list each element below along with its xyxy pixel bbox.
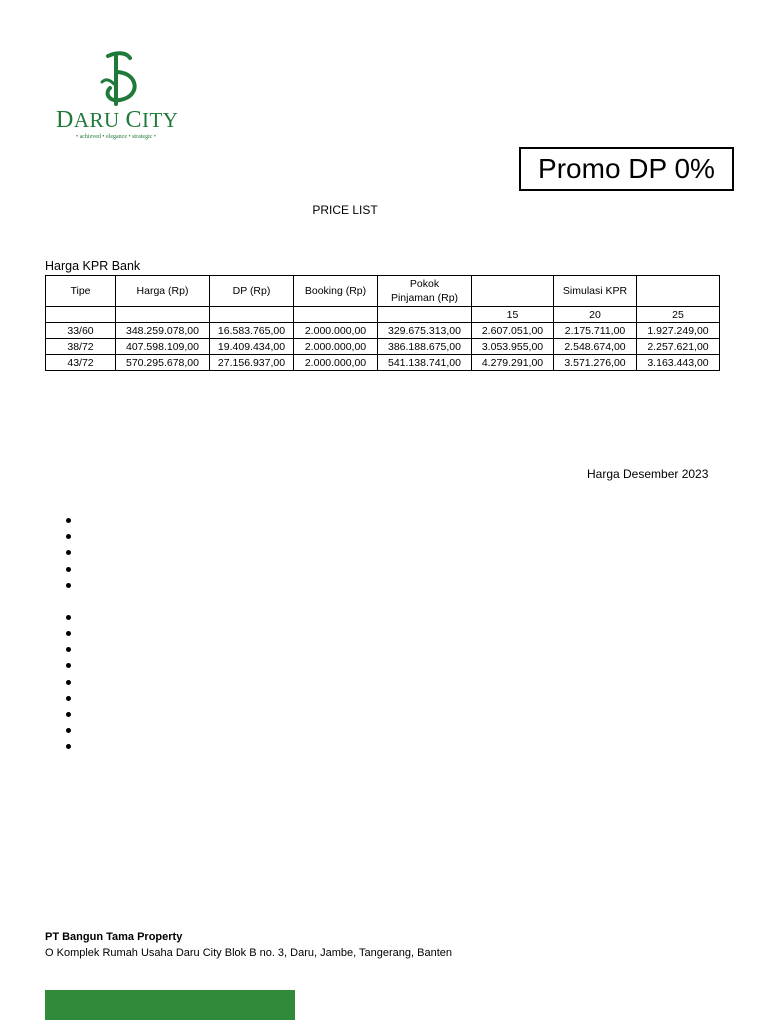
logo-wordmark: DARU CITY (56, 107, 179, 133)
cell-pokok: 386.188.675,00 (378, 339, 472, 355)
footer-green-bar (45, 990, 295, 1020)
cell-t25: 2.257.621,00 (637, 339, 720, 355)
cell-harga: 348.259.078,00 (116, 323, 210, 339)
bullet-icon (66, 518, 71, 523)
header-booking: Booking (Rp) (294, 276, 378, 307)
bullet-icon (66, 696, 71, 701)
tenor-25: 25 (637, 307, 720, 323)
cell-booking: 2.000.000,00 (294, 355, 378, 371)
cell-t15: 2.607.051,00 (472, 323, 554, 339)
table-row (46, 323, 720, 339)
header-harga: Harga (Rp) (116, 276, 210, 307)
daru-city-logo (56, 50, 179, 140)
tenor-15: 15 (472, 307, 554, 323)
cell-t25: 1.927.249,00 (637, 323, 720, 339)
cell-t20: 2.548.674,00 (554, 339, 637, 355)
header-blank (637, 276, 720, 307)
header-pokok: Pokok Pinjaman (Rp) (378, 276, 472, 307)
cell-dp: 27.156.937,00 (210, 355, 294, 371)
bullet-icon (66, 567, 71, 572)
cell-t20: 2.175.711,00 (554, 323, 637, 339)
cell-t15: 4.279.291,00 (472, 355, 554, 371)
bullet-icon (66, 534, 71, 539)
cell-tipe: 43/72 (46, 355, 116, 371)
bullet-icon (66, 583, 71, 588)
bullet-icon (66, 550, 71, 555)
cell-dp: 16.583.765,00 (210, 323, 294, 339)
bullet-icon (66, 680, 71, 685)
header-dp: DP (Rp) (210, 276, 294, 307)
tenor-row (46, 307, 720, 323)
footer-company: PT Bangun Tama Property (45, 931, 183, 943)
cell-t20: 3.571.276,00 (554, 355, 637, 371)
logo-tagline: • achieved • elegance • strategic • (75, 134, 157, 140)
tenor-20: 20 (554, 307, 637, 323)
bullet-icon (66, 744, 71, 749)
cell-pokok: 541.138.741,00 (378, 355, 472, 371)
cell-t15: 3.053.955,00 (472, 339, 554, 355)
promo-box: Promo DP 0% (519, 147, 734, 191)
cell-tipe: 38/72 (46, 339, 116, 355)
cell-booking: 2.000.000,00 (294, 323, 378, 339)
table-caption: Harga KPR Bank (45, 259, 141, 273)
cell-harga: 407.598.109,00 (116, 339, 210, 355)
bullet-icon (66, 631, 71, 636)
page-title: PRICE LIST (312, 203, 378, 217)
bullet-icon (66, 647, 71, 652)
header-simulasi: Simulasi KPR (554, 276, 637, 307)
bullet-list (66, 518, 78, 760)
table-row (46, 339, 720, 355)
kpr-price-table (45, 275, 720, 371)
bullet-icon (66, 728, 71, 733)
table-row (46, 355, 720, 371)
cell-tipe: 33/60 (46, 323, 116, 339)
daru-city-monogram-icon (86, 50, 146, 108)
cell-dp: 19.409.434,00 (210, 339, 294, 355)
footer-address: O Komplek Rumah Usaha Daru City Blok B no. 3, Daru, Jambe, Tangerang, Banten (45, 947, 453, 959)
cell-booking: 2.000.000,00 (294, 339, 378, 355)
cell-t25: 3.163.443,00 (637, 355, 720, 371)
cell-harga: 570.295.678,00 (116, 355, 210, 371)
price-date-note: Harga Desember 2023 (587, 467, 709, 481)
cell-pokok: 329.675.313,00 (378, 323, 472, 339)
header-tipe: Tipe (46, 276, 116, 307)
bullet-icon (66, 615, 71, 620)
bullet-icon (66, 663, 71, 668)
bullet-icon (66, 712, 71, 717)
header-blank (472, 276, 554, 307)
table-header-row (46, 276, 720, 307)
